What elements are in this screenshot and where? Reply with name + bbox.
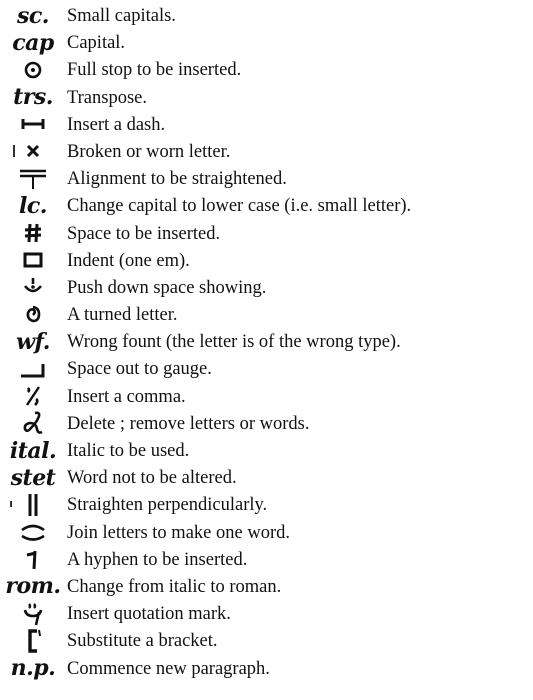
mark-description: Word not to be altered. xyxy=(67,468,237,489)
list-item xyxy=(0,138,533,165)
mark-description: Commence new paragraph. xyxy=(67,658,270,679)
list-item xyxy=(0,111,533,138)
list-item xyxy=(0,247,533,274)
mark-description: Straighten perpendicularly. xyxy=(67,495,268,516)
transpose-mark: trs. xyxy=(13,84,53,111)
list-item xyxy=(0,56,533,83)
list-item xyxy=(0,2,533,29)
vertical-lines-icon xyxy=(0,491,66,518)
mark-description: Delete ; remove letters or words. xyxy=(67,413,310,434)
delete-mark-icon xyxy=(0,410,66,437)
roman-mark: rom. xyxy=(5,573,61,600)
new-paragraph-mark: n.p. xyxy=(10,655,56,681)
list-item xyxy=(0,410,533,437)
list-item xyxy=(0,519,533,546)
comma-insert-icon xyxy=(0,383,66,410)
mark-description: Italic to be used. xyxy=(67,441,190,461)
capital-mark: cap xyxy=(12,29,54,56)
list-item xyxy=(0,627,533,654)
list-item xyxy=(0,165,533,192)
list-item xyxy=(0,274,533,301)
bracket-icon xyxy=(0,627,66,654)
stet-mark: stet xyxy=(10,464,56,491)
mark-description: Small capitals. xyxy=(67,6,176,26)
mark-description: A hyphen to be inserted. xyxy=(67,549,248,570)
list-item xyxy=(0,301,533,328)
mark-description: Transpose. xyxy=(67,87,148,108)
list-item xyxy=(0,655,533,682)
mark-description: Alignment to be straightened. xyxy=(67,169,287,190)
mark-description: Broken or worn letter. xyxy=(67,141,231,162)
list-item xyxy=(0,546,533,573)
list-item xyxy=(0,600,533,627)
italic-mark: ital. xyxy=(9,437,57,464)
mark-description: Join letters to make one word. xyxy=(67,522,290,543)
mark-description: Push down space showing. xyxy=(67,277,267,298)
list-item xyxy=(0,437,533,464)
list-item xyxy=(0,84,533,111)
lower-case-mark: lc. xyxy=(19,192,47,219)
alignment-lines-icon xyxy=(0,165,66,192)
wrong-fount-mark: wf. xyxy=(16,328,50,355)
list-item xyxy=(0,383,533,410)
quotation-mark-icon xyxy=(0,600,66,627)
mark-description: A turned letter. xyxy=(67,305,178,326)
hyphen-insert-icon xyxy=(0,546,66,573)
push-down-space-icon xyxy=(0,274,66,301)
mark-description: Change capital to lower case (i.e. small letter). xyxy=(67,196,412,217)
hash-icon xyxy=(0,220,66,247)
mark-description: Space to be inserted. xyxy=(67,223,221,244)
mark-description: Substitute a bracket. xyxy=(67,631,218,652)
list-item xyxy=(0,355,533,382)
mark-description: Insert a dash. xyxy=(67,114,166,135)
broken-letter-x-icon xyxy=(0,138,66,165)
full-stop-circle-icon xyxy=(0,56,66,83)
list-item xyxy=(0,192,533,219)
mark-description: Wrong fount (the letter is of the wrong type). xyxy=(67,332,401,353)
small-caps-mark: sc. xyxy=(17,2,49,29)
mark-description: Indent (one em). xyxy=(67,250,190,271)
join-arc-icon xyxy=(0,519,66,546)
list-item xyxy=(0,29,533,56)
mark-description: Space out to gauge. xyxy=(67,359,212,380)
proofreading-marks-list xyxy=(0,2,533,682)
dash-icon xyxy=(0,111,66,138)
em-square-icon xyxy=(0,247,66,274)
mark-description: Full stop to be inserted. xyxy=(67,60,242,81)
turned-letter-icon xyxy=(0,301,66,328)
list-item xyxy=(0,220,533,247)
list-item xyxy=(0,491,533,518)
list-item xyxy=(0,328,533,355)
space-gauge-icon xyxy=(0,355,66,382)
mark-description: Insert a comma. xyxy=(67,386,186,407)
list-item xyxy=(0,573,533,600)
mark-description: Change from italic to roman. xyxy=(67,576,282,597)
list-item xyxy=(0,464,533,491)
mark-description: Capital. xyxy=(67,33,126,54)
mark-description: Insert quotation mark. xyxy=(67,604,231,625)
